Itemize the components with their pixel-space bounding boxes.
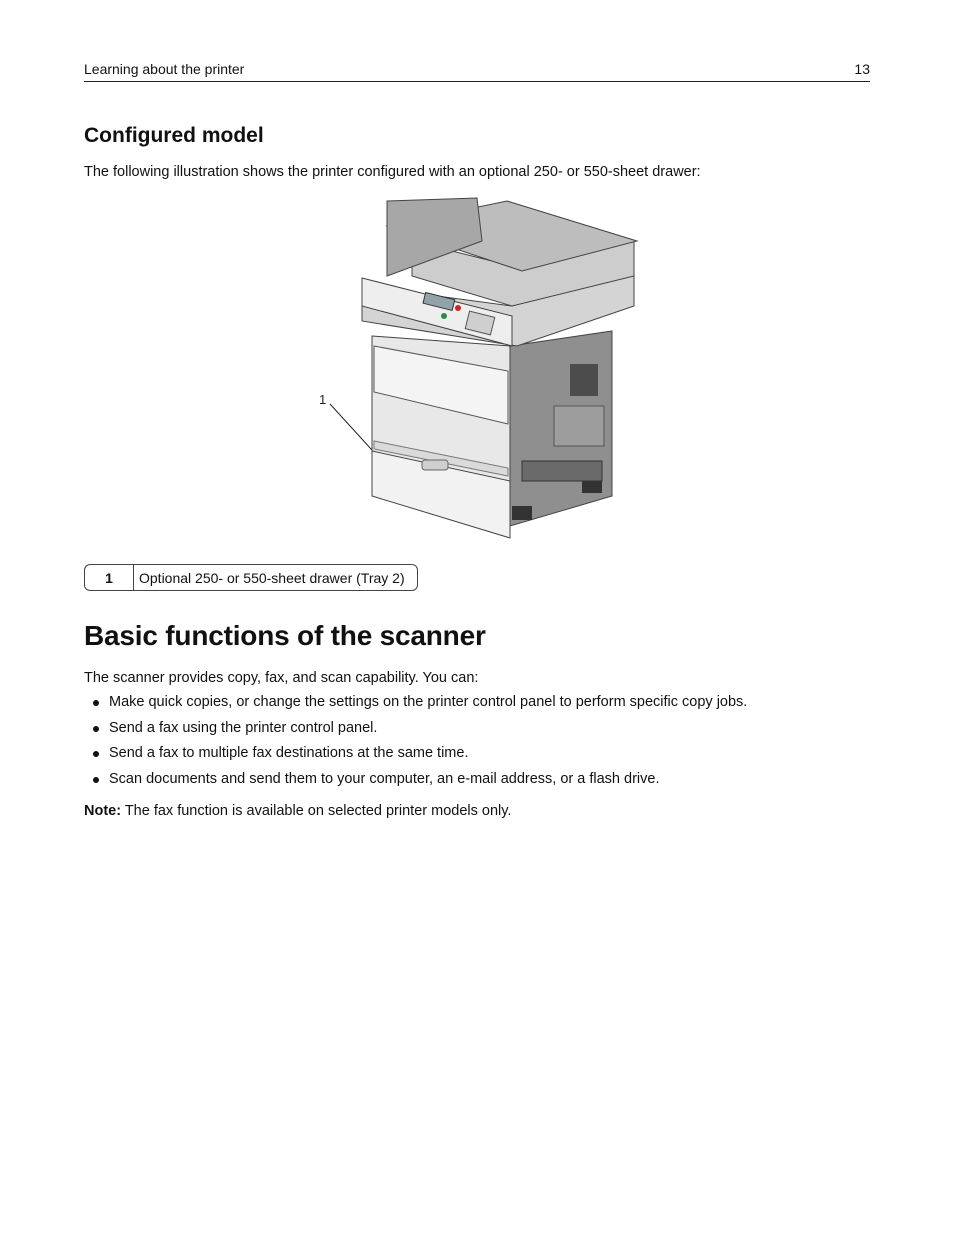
vent-grille [570, 364, 598, 396]
note-text: The fax function is available on selected printer models only. [121, 803, 512, 819]
bullet-icon [93, 777, 99, 783]
note [84, 803, 511, 819]
rear-slot [522, 461, 602, 481]
bullet-icon [93, 700, 99, 706]
bullet-icon [93, 751, 99, 757]
printer-foot [582, 481, 602, 493]
list-item [84, 694, 747, 720]
running-header [84, 60, 870, 82]
side-door [554, 406, 604, 446]
list-item-text: Send a fax to multiple fax destinations at the same time. [109, 745, 469, 762]
printer-illustration [312, 196, 652, 546]
list-item [84, 720, 747, 746]
callout-number: 1 [85, 565, 134, 590]
note-label: Note: [84, 803, 122, 819]
list-item [84, 745, 747, 771]
callout-table [84, 564, 418, 591]
stop-button-icon [455, 305, 461, 311]
configured-model-heading: Configured model [84, 124, 264, 147]
printer-foot [512, 506, 532, 520]
list-item-text: Send a fax using the printer control panel. [109, 719, 378, 736]
section-title: Learning about the printer [84, 61, 245, 77]
configured-model-intro: The following illustration shows the printer configured with an optional 250‑ or 550‑sheet drawer: [84, 164, 701, 180]
list-item-text: Scan documents and send them to your computer, an e‑mail address, or a flash drive. [109, 771, 660, 788]
list-item-text: Make quick copies, or change the settings on the printer control panel to perform specific copy jobs. [109, 694, 748, 710]
scanner-heading: Basic functions of the scanner [84, 620, 486, 651]
bullet-icon [93, 726, 99, 732]
callout-description: Optional 250‑ or 550‑sheet drawer (Tray 2) [139, 569, 405, 586]
list-item [84, 771, 747, 797]
scanner-intro: The scanner provides copy, fax, and scan capability. You can: [84, 670, 479, 686]
drawer-handle [422, 460, 448, 470]
callout-marker: 1 [319, 392, 327, 407]
page-number: 13 [854, 61, 870, 77]
scanner-capabilities-list [84, 694, 747, 797]
start-button-icon [441, 313, 447, 319]
